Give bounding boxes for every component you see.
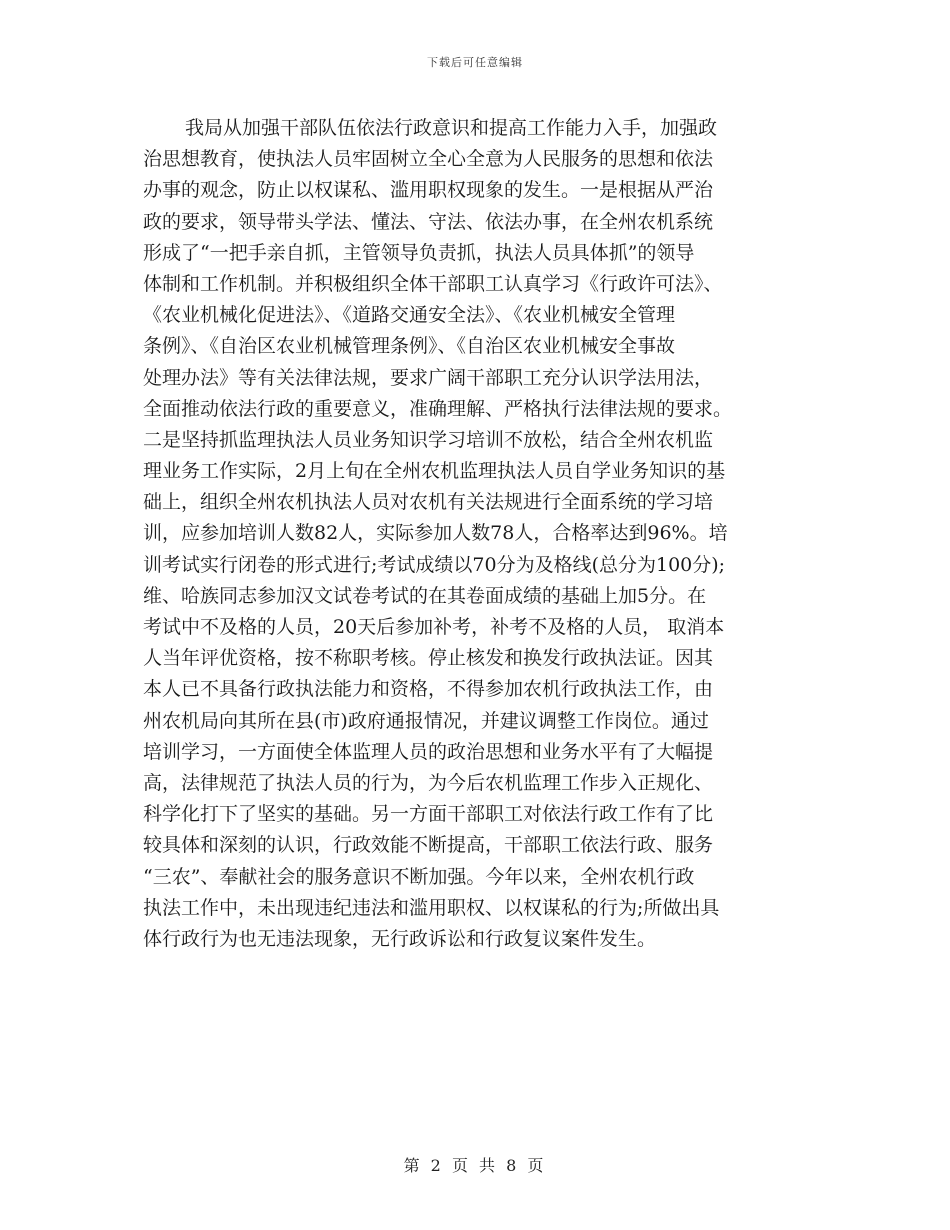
text-line: 治思想教育，使执法人员牢固树立全心全意为人民服务的思想和依法: [143, 148, 714, 171]
text-line: 高，法律规范了执法人员的行为，为今后农机监理工作步入正规化、: [143, 771, 714, 794]
text-line: 州农机局向其所在县(市)政府通报情况，并建议调整工作岗位。通过: [143, 709, 709, 732]
text-line: 条例》、《自治区农业机械管理条例》、《自治区农业机械安全事故: [143, 335, 676, 358]
text-line: 训考试实行闭卷的形式进行;考试成绩以70分为及格线(总分为100分);: [143, 553, 726, 576]
text-line: 办事的观念，防止以权谋私、滥用职权现象的发生。一是根据从严治: [143, 179, 714, 202]
text-line: 处理办法》等有关法律法规，要求广阔干部职工充分认识学法用法，: [143, 366, 714, 389]
page-number: 第 2 页 共 8 页: [403, 1156, 547, 1175]
text-line: 二是坚持抓监理执法人员业务知识学习培训不放松，结合全州农机监: [143, 428, 714, 451]
text-line: 人当年评优资格，按不称职考核。停止核发和换发行政执法证。因其: [143, 647, 714, 670]
text-line: 《农业机械化促进法》、《道路交通安全法》、《农业机械安全管理: [143, 304, 676, 327]
text-line: 本人已不具备行政执法能力和资格，不得参加农机行政执法工作，由: [143, 678, 714, 701]
text-line: 训，应参加培训人数82人，实际参加人数78人，合格率达到96%。培: [143, 522, 728, 545]
text-line: “三农”、奉献社会的服务意识不断加强。今年以来，全州农机行政: [143, 865, 695, 888]
header-note: 下载后可任意编辑: [427, 56, 523, 69]
text-line: 全面推动依法行政的重要意义，准确理解、严格执行法律法规的要求。: [143, 397, 733, 420]
text-line: 础上，组织全州农机执法人员对农机有关法规进行全面系统的学习培: [143, 491, 714, 514]
text-line: 体行政行为也无违法现象，无行政诉讼和行政复议案件发生。: [143, 927, 657, 950]
text-line: 体制和工作机制。并积极组织全体干部职工认真学习《行政许可法》、: [143, 272, 723, 295]
text-line: 执法工作中，未出现违纪违法和滥用职权、以权谋私的行为;所做出具: [143, 896, 720, 919]
text-line: 政的要求，领导带头学法、懂法、守法、依法办事，在全州农机系统: [143, 210, 714, 233]
text-line: 培训学习，一方面使全体监理人员的政治思想和业务水平有了大幅提: [143, 740, 714, 763]
text-line: 理业务工作实际，2月上旬在全州农机监理执法人员自学业务知识的基: [143, 460, 726, 483]
text-line: 科学化打下了坚实的基础。另一方面干部职工对依法行政工作有了比: [143, 803, 714, 826]
text-line: 较具体和深刻的认识，行政效能不断提高，干部职工依法行政、服务: [143, 834, 714, 857]
text-line: 维、哈族同志参加汉文试卷考试的在其卷面成绩的基础上加5分。在: [143, 584, 707, 607]
text-line: 我局从加强干部队伍依法行政意识和提高工作能力入手，加强政: [185, 117, 718, 139]
text-line: 考试中不及格的人员，20天后参加补考，补考不及格的人员， 取消本: [143, 616, 725, 638]
text-line: 形成了“一把手亲自抓，主管领导负责抓，执法人员具体抓”的领导: [143, 241, 695, 264]
body-paragraph: [143, 113, 823, 955]
